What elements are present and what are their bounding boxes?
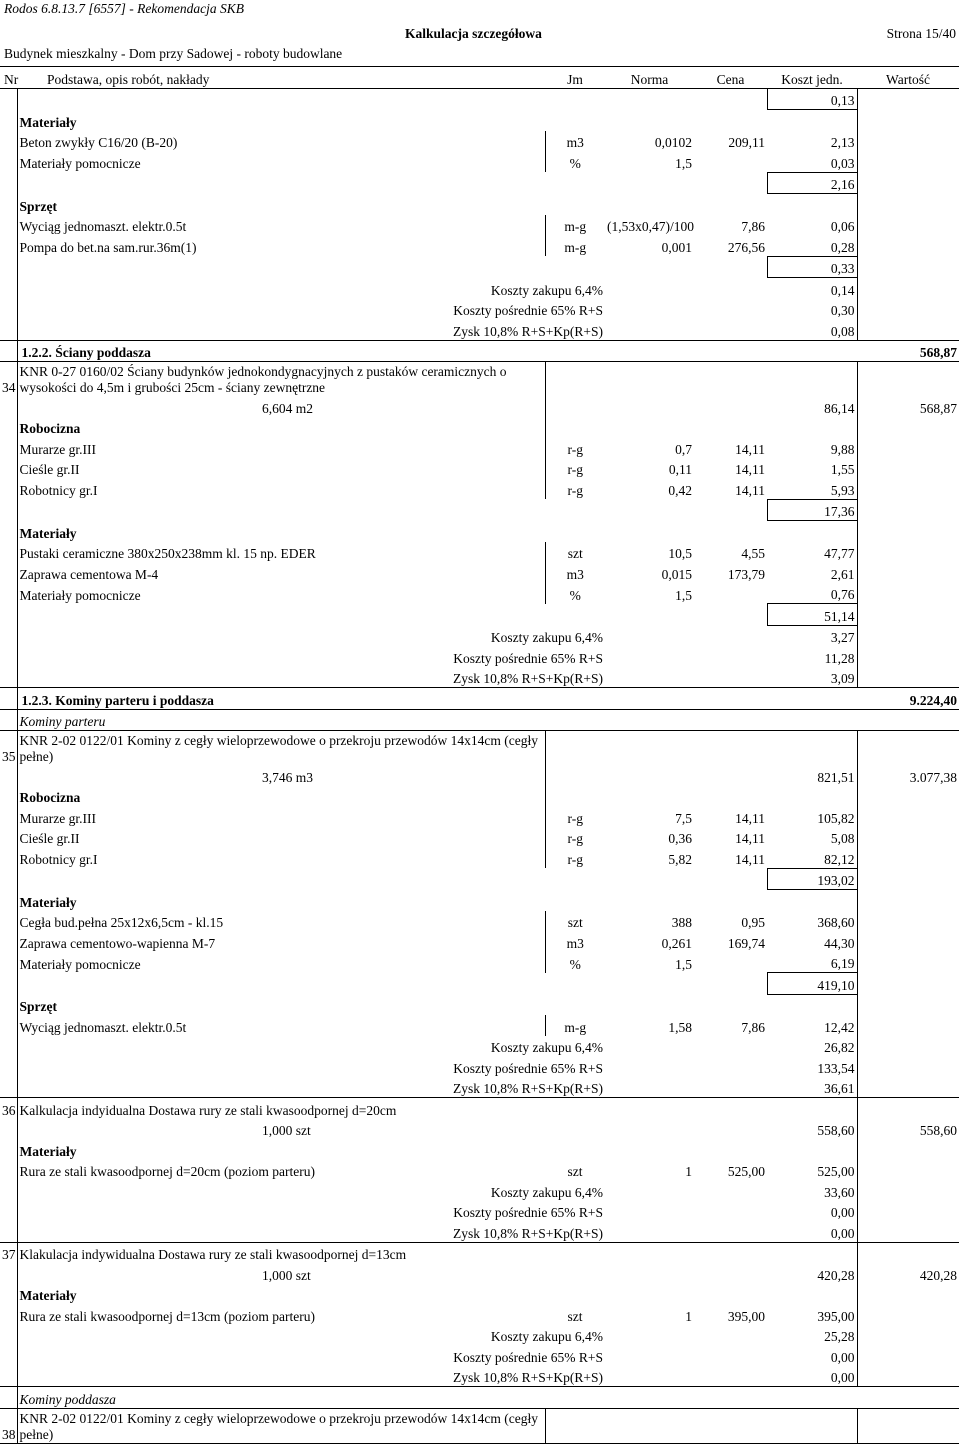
overhead-row xyxy=(0,1345,959,1366)
subtotal-cost: 51,14 xyxy=(767,604,857,626)
overhead-row xyxy=(0,1201,959,1222)
position-number: 38 xyxy=(0,1408,17,1443)
overhead-label: Zysk 10,8% R+S+Kp(R+S) xyxy=(42,1221,605,1242)
group-label: Sprzęt xyxy=(17,994,545,1015)
section-title: 1.2.2. Ściany poddasza xyxy=(17,340,857,362)
overhead-label: Koszty zakupu 6,4% xyxy=(490,1329,603,1344)
overhead-label: Zysk 10,8% R+S+Kp(R+S) xyxy=(453,671,603,686)
resource-price: 14,11 xyxy=(735,441,765,457)
resource-norm: 1 xyxy=(685,1164,692,1179)
col-value: Wartość xyxy=(857,67,959,89)
overhead-label: Zysk 10,8% R+S+Kp(R+S) xyxy=(453,323,603,339)
position-number: 34 xyxy=(2,380,16,395)
subtotal-row xyxy=(0,88,959,110)
col-unit-cost: Koszt jedn. xyxy=(767,67,857,89)
resource-unit: r-g xyxy=(545,478,605,499)
resource-unit: r-g xyxy=(545,827,605,848)
group-row xyxy=(0,890,959,911)
resource-cost: 0,06 xyxy=(830,219,855,234)
resource-unit: m3 xyxy=(545,931,605,952)
group-row xyxy=(0,194,959,215)
resource-row xyxy=(0,1304,959,1325)
resource-desc: Cieśle gr.II xyxy=(17,458,545,479)
resource-norm: 1,5 xyxy=(675,956,692,972)
resource-unit: szt xyxy=(545,542,605,563)
position-qty-row xyxy=(0,1119,959,1140)
overhead-label: Zysk 10,8% R+S+Kp(R+S) xyxy=(453,1370,603,1385)
group-row xyxy=(0,786,959,807)
resource-price: 7,86 xyxy=(741,1019,765,1035)
calculation-table xyxy=(0,66,959,1444)
project-name: Budynek mieszkalny - Dom przy Sadowej - roboty budowlane xyxy=(4,46,343,61)
subtotal-cost: 0,33 xyxy=(767,256,857,278)
overhead-cost: 3,09 xyxy=(830,671,855,686)
resource-cost: 9,88 xyxy=(830,441,855,457)
subsection-row xyxy=(0,709,959,731)
overhead-label: Koszty zakupu 6,4% xyxy=(490,282,603,298)
resource-row xyxy=(0,583,959,604)
subtotal-cost: 17,36 xyxy=(767,499,857,521)
resource-desc: Beton zwykły C16/20 (B-20) xyxy=(17,131,545,152)
group-row xyxy=(0,1139,959,1160)
group-row xyxy=(0,417,959,438)
resource-unit: % xyxy=(545,151,605,172)
position-number: 35 xyxy=(2,749,16,764)
resource-cost: 6,19 xyxy=(830,956,855,971)
resource-desc: Wyciąg jednomaszt. elektr.0.5t xyxy=(17,215,545,236)
resource-row xyxy=(0,478,959,499)
resource-unit: r-g xyxy=(545,437,605,458)
resource-cost: 0,76 xyxy=(830,587,855,602)
resource-norm: 1 xyxy=(685,1308,692,1324)
overhead-row xyxy=(0,1056,959,1077)
subsection-row xyxy=(0,1387,959,1409)
subtotal-cost: 2,16 xyxy=(767,172,857,194)
overhead-cost: 0,00 xyxy=(830,1370,855,1385)
resource-desc: Murarze gr.III xyxy=(17,437,545,458)
resource-cost: 47,77 xyxy=(824,546,855,561)
subtotal-row xyxy=(0,499,959,521)
overhead-row xyxy=(0,1221,959,1242)
program-name: Rodos 6.8.13.7 [6557] - Rekomendacja SKB xyxy=(4,1,244,16)
overhead-label: Koszty zakupu 6,4% xyxy=(490,630,603,645)
group-row xyxy=(0,110,959,131)
resource-row xyxy=(0,131,959,152)
resource-row xyxy=(0,1160,959,1181)
resource-cost: 0,28 xyxy=(830,239,855,255)
subtotal-row xyxy=(0,604,959,626)
group-label: Materiały xyxy=(17,110,545,131)
overhead-cost: 26,82 xyxy=(824,1040,855,1055)
group-label: Materiały xyxy=(17,1139,545,1160)
resource-cost: 2,61 xyxy=(830,566,855,582)
resource-desc: Rura ze stali kwasoodpornej d=20cm (poziom parteru) xyxy=(17,1160,545,1181)
overhead-label: Koszty pośrednie 65% R+S xyxy=(453,1205,603,1220)
resource-unit: m-g xyxy=(545,235,605,256)
resource-price: 525,00 xyxy=(727,1164,765,1179)
overhead-cost: 0,00 xyxy=(830,1205,855,1220)
overhead-row xyxy=(0,319,959,340)
page-title: Kalkulacja szczegółowa xyxy=(405,26,542,41)
position-qty: 6,604 m2 xyxy=(262,400,314,416)
resource-price: 173,79 xyxy=(727,566,765,582)
overhead-cost: 0,30 xyxy=(830,303,855,318)
overhead-cost: 0,14 xyxy=(830,282,855,298)
subsection-title: Kominy poddasza xyxy=(17,1387,959,1409)
resource-row xyxy=(0,437,959,458)
resource-unit: szt xyxy=(545,911,605,932)
overhead-row xyxy=(0,299,959,320)
resource-price: 395,00 xyxy=(727,1308,765,1324)
position-number: 37 xyxy=(2,1247,16,1262)
resource-cost: 5,08 xyxy=(830,831,855,846)
resource-unit: r-g xyxy=(545,806,605,827)
resource-row xyxy=(0,952,959,973)
group-label: Sprzęt xyxy=(17,194,545,215)
subtotal-cost: 0,13 xyxy=(767,88,857,110)
resource-price: 14,11 xyxy=(735,483,765,498)
overhead-cost: 0,08 xyxy=(830,323,855,339)
resource-price: 169,74 xyxy=(727,935,765,951)
resource-desc: Cieśle gr.II xyxy=(17,827,545,848)
resource-row xyxy=(0,847,959,868)
resource-unit: r-g xyxy=(545,847,605,868)
overhead-cost: 0,00 xyxy=(830,1349,855,1365)
col-norm: Norma xyxy=(605,67,694,89)
subtotal-row xyxy=(0,868,959,890)
resource-price: 209,11 xyxy=(728,135,765,150)
resource-norm: 388 xyxy=(671,915,692,930)
resource-cost: 368,60 xyxy=(817,915,855,930)
resource-unit: szt xyxy=(567,1164,583,1179)
position-unit-cost: 420,28 xyxy=(817,1267,855,1283)
resource-unit: m3 xyxy=(545,131,605,152)
resource-norm: 0,36 xyxy=(668,831,692,846)
resource-desc: Pustaki ceramiczne 380x250x238mm kl. 15 np. EDER xyxy=(17,542,545,563)
resource-price: 276,56 xyxy=(727,240,765,255)
resource-cost: 5,93 xyxy=(830,482,855,498)
group-label: Robocizna xyxy=(17,786,545,807)
resource-norm: (1,53x0,47)/100 xyxy=(607,219,694,234)
overhead-cost: 3,27 xyxy=(830,630,855,645)
resource-row xyxy=(0,235,959,256)
overhead-cost: 25,28 xyxy=(824,1329,855,1344)
resource-cost: 2,13 xyxy=(830,135,855,150)
position-unit-cost: 558,60 xyxy=(817,1123,855,1138)
resource-row xyxy=(0,458,959,479)
section-value: 9.224,40 xyxy=(857,688,959,710)
resource-row xyxy=(0,215,959,236)
overhead-label: Koszty pośrednie 65% R+S xyxy=(453,1349,603,1365)
overhead-row xyxy=(0,1036,959,1057)
overhead-label: Koszty pośrednie 65% R+S xyxy=(453,1060,603,1076)
subtotal-row xyxy=(0,973,959,995)
position-value: 3.077,38 xyxy=(857,765,959,786)
resource-norm: 0,015 xyxy=(661,566,692,582)
position-desc: KNR 2-02 0122/01 Kominy z cegły wieloprzewodowe o przekroju przewodów 14x14cm (cegły pełne) xyxy=(17,1408,545,1443)
section-row xyxy=(0,688,959,710)
subtotal-row xyxy=(0,172,959,194)
group-label: Materiały xyxy=(17,521,545,542)
resource-cost: 0,03 xyxy=(830,155,855,171)
position-row xyxy=(0,1242,959,1263)
section-value: 568,87 xyxy=(857,340,959,362)
overhead-label: Zysk 10,8% R+S+Kp(R+S) xyxy=(42,1077,605,1098)
overhead-label: Koszty zakupu 6,4% xyxy=(490,1040,603,1055)
resource-desc: Cegła bud.pełna 25x12x6,5cm - kl.15 xyxy=(17,911,545,932)
page-number: Strona 15/40 xyxy=(886,26,956,41)
resource-desc: Zaprawa cementowa M-4 xyxy=(17,562,545,583)
resource-row xyxy=(0,542,959,563)
overhead-row xyxy=(0,667,959,688)
resource-unit: szt xyxy=(567,1308,583,1324)
overhead-row xyxy=(0,1366,959,1387)
resource-row xyxy=(0,806,959,827)
resource-price: 14,11 xyxy=(735,831,765,846)
resource-cost: 1,55 xyxy=(830,462,855,477)
position-unit-cost: 86,14 xyxy=(824,400,855,416)
resource-price: 14,11 xyxy=(735,852,765,867)
resource-norm: 7,5 xyxy=(675,810,692,826)
position-qty: 3,746 m3 xyxy=(262,769,314,785)
resource-desc: Murarze gr.III xyxy=(17,806,545,827)
resource-price: 4,55 xyxy=(741,546,765,561)
overhead-cost: 133,54 xyxy=(817,1060,855,1076)
overhead-cost: 36,61 xyxy=(767,1077,857,1098)
resource-norm: 0,7 xyxy=(675,441,692,457)
subtotal-row xyxy=(0,256,959,278)
resource-desc: Zaprawa cementowo-wapienna M-7 xyxy=(17,931,545,952)
resource-unit: m-g xyxy=(545,215,605,236)
resource-row xyxy=(0,911,959,932)
col-nr: Nr xyxy=(0,67,42,89)
overhead-row xyxy=(0,646,959,667)
col-price: Cena xyxy=(694,67,767,89)
resource-norm: 1,5 xyxy=(675,587,692,603)
overhead-label: Koszty pośrednie 65% R+S xyxy=(453,650,603,666)
resource-desc: Pompa do bet.na sam.rur.36m(1) xyxy=(17,235,545,256)
resource-price: 14,11 xyxy=(735,810,765,826)
overhead-row xyxy=(0,1325,959,1346)
position-row xyxy=(0,1098,959,1119)
group-row xyxy=(0,1284,959,1305)
overhead-row xyxy=(0,278,959,299)
group-row xyxy=(0,521,959,542)
overhead-cost: 11,28 xyxy=(824,650,855,666)
position-qty-row xyxy=(0,396,959,417)
position-row xyxy=(0,362,959,397)
col-unit: Jm xyxy=(545,67,605,89)
resource-desc: Robotnicy gr.I xyxy=(17,478,545,499)
resource-unit: m3 xyxy=(545,562,605,583)
overhead-row xyxy=(0,625,959,646)
position-desc: Klakulacja indywidualna Dostawa rury ze stali kwasoodpornej d=13cm xyxy=(17,1242,857,1263)
resource-desc: Materiały pomocnicze xyxy=(17,952,545,973)
position-desc: KNR 2-02 0122/01 Kominy z cegły wieloprzewodowe o przekroju przewodów 14x14cm (cegły pełne) xyxy=(17,731,545,766)
position-unit-cost: 821,51 xyxy=(817,769,855,785)
resource-cost: 44,30 xyxy=(824,935,855,951)
overhead-row xyxy=(0,1180,959,1201)
section-title: 1.2.3. Kominy parteru i poddasza xyxy=(17,688,857,710)
position-qty-row xyxy=(0,765,959,786)
subtotal-cost: 419,10 xyxy=(767,973,857,995)
resource-unit: r-g xyxy=(545,458,605,479)
position-value: 558,60 xyxy=(857,1119,959,1140)
position-value: 568,87 xyxy=(857,396,959,417)
position-desc: KNR 0-27 0160/02 Ściany budynków jednokondygnacyjnych z pustaków ceramicznych o wysokości do 4,5m i grubości 25cm - ściany zewnętrzne xyxy=(17,362,545,397)
position-value: 420,28 xyxy=(857,1263,959,1284)
resource-price: 7,86 xyxy=(741,219,765,234)
resource-price: 14,11 xyxy=(735,462,765,477)
resource-desc: Materiały pomocnicze xyxy=(17,151,545,172)
resource-price: 0,95 xyxy=(741,915,765,930)
resource-unit: % xyxy=(545,583,605,604)
subsection-title: Kominy parteru xyxy=(17,709,959,731)
resource-cost: 525,00 xyxy=(817,1164,855,1179)
col-desc: Podstawa, opis robót, nakłady xyxy=(42,67,545,89)
resource-row xyxy=(0,151,959,172)
column-header-row xyxy=(0,67,959,89)
resource-row xyxy=(0,931,959,952)
resource-desc: Materiały pomocnicze xyxy=(17,583,545,604)
resource-norm: 0,001 xyxy=(661,240,692,255)
resource-cost: 12,42 xyxy=(824,1019,855,1035)
overhead-label: Koszty zakupu 6,4% xyxy=(490,1184,603,1200)
position-row xyxy=(0,731,959,766)
position-qty: 1,000 szt xyxy=(262,1267,311,1283)
resource-unit: m-g xyxy=(545,1015,605,1036)
resource-cost: 395,00 xyxy=(817,1308,855,1324)
overhead-cost: 0,00 xyxy=(767,1221,857,1242)
section-row xyxy=(0,340,959,362)
resource-desc: Robotnicy gr.I xyxy=(17,847,545,868)
subtotal-cost: 193,02 xyxy=(767,868,857,890)
resource-cost: 105,82 xyxy=(817,810,855,826)
resource-norm: 0,261 xyxy=(661,935,692,951)
resource-row xyxy=(0,562,959,583)
resource-cost: 82,12 xyxy=(824,851,855,867)
resource-norm: 1,5 xyxy=(675,156,692,171)
overhead-cost: 33,60 xyxy=(824,1184,855,1200)
position-desc: Kalkulacja indyidualna Dostawa rury ze stali kwasoodpornej d=20cm xyxy=(17,1098,857,1119)
overhead-row xyxy=(0,1077,959,1098)
group-label: Materiały xyxy=(17,1284,545,1305)
resource-row xyxy=(0,1015,959,1036)
resource-desc: Wyciąg jednomaszt. elektr.0.5t xyxy=(17,1015,545,1036)
resource-norm: 0,11 xyxy=(668,462,692,477)
group-label: Materiały xyxy=(17,890,545,911)
position-qty-row xyxy=(0,1263,959,1284)
resource-unit: % xyxy=(545,952,605,973)
resource-norm: 5,82 xyxy=(668,852,692,867)
resource-row xyxy=(0,827,959,848)
group-row xyxy=(0,994,959,1015)
overhead-label: Koszty pośrednie 65% R+S xyxy=(453,303,603,318)
position-number: 36 xyxy=(2,1102,16,1118)
resource-norm: 0,42 xyxy=(668,483,692,498)
resource-norm: 0,0102 xyxy=(654,135,692,150)
resource-norm: 10,5 xyxy=(668,546,692,561)
resource-desc: Rura ze stali kwasoodpornej d=13cm (poziom parteru) xyxy=(17,1304,545,1325)
position-qty: 1,000 szt xyxy=(262,1123,311,1138)
group-label: Robocizna xyxy=(17,417,545,438)
resource-norm: 1,58 xyxy=(668,1019,692,1035)
